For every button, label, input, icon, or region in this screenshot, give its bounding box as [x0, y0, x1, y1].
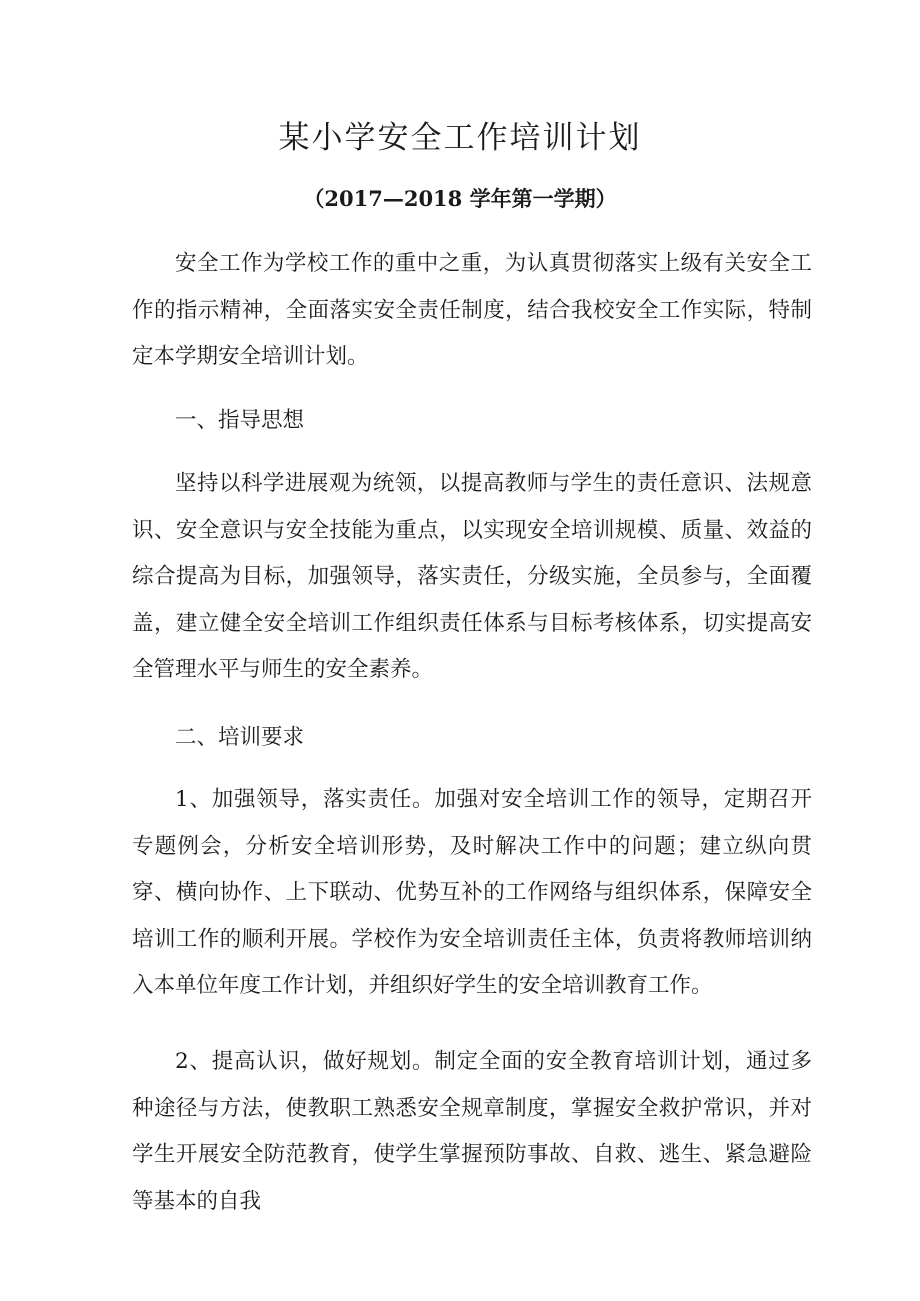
section-heading-guiding-thought: 一、指导思想 — [175, 408, 305, 433]
guiding-thought-paragraph: 坚持以科学进展观为统领，以提高教师与学生的责任意识、法规意识、安全意识与安全技能为重点，以实现安全培训规模、质量、效益的综合提高为目标，加强领导，落实责任，分级实施，全员参与，全面覆盖，建立健全安全培训工作组织责任体系与目标考核体系，切实提高安全管理水平与师生的安全素养。 — [132, 471, 812, 682]
requirement-paragraph-2: 2、提高认识，做好规划。制定全面的安全教育培训计划，通过多种途径与方法，使教职工熟悉安全规章制度，掌握安全救护常识，并对学生开展安全防范教育，使学生掌握预防事故、自救、逃生、紧急避险等基本的自我 — [132, 1049, 812, 1214]
document-title: 某小学安全工作培训计划 — [278, 120, 642, 156]
section-heading-training-requirements: 二、培训要求 — [175, 725, 305, 750]
intro-paragraph: 安全工作为学校工作的重中之重，为认真贯彻落实上级有关安全工作的指示精神，全面落实安全责任制度，结合我校安全工作实际，特制定本学期安全培训计划。 — [132, 251, 812, 369]
document-subtitle: （2017—2018 学年第一学期） — [303, 186, 617, 211]
requirement-paragraph-1: 1、加强领导，落实责任。加强对安全培训工作的领导，定期召开专题例会，分析安全培训形势，及时解决工作中的问题；建立纵向贯穿、横向协作、上下联动、优势互补的工作网络与组织体系，保障安全培训工作的顺利开展。学校作为安全培训责任主体，负责将教师培训纳入本单位年度工作计划，并组织好学生的安全培训教育工作。 — [132, 787, 812, 998]
